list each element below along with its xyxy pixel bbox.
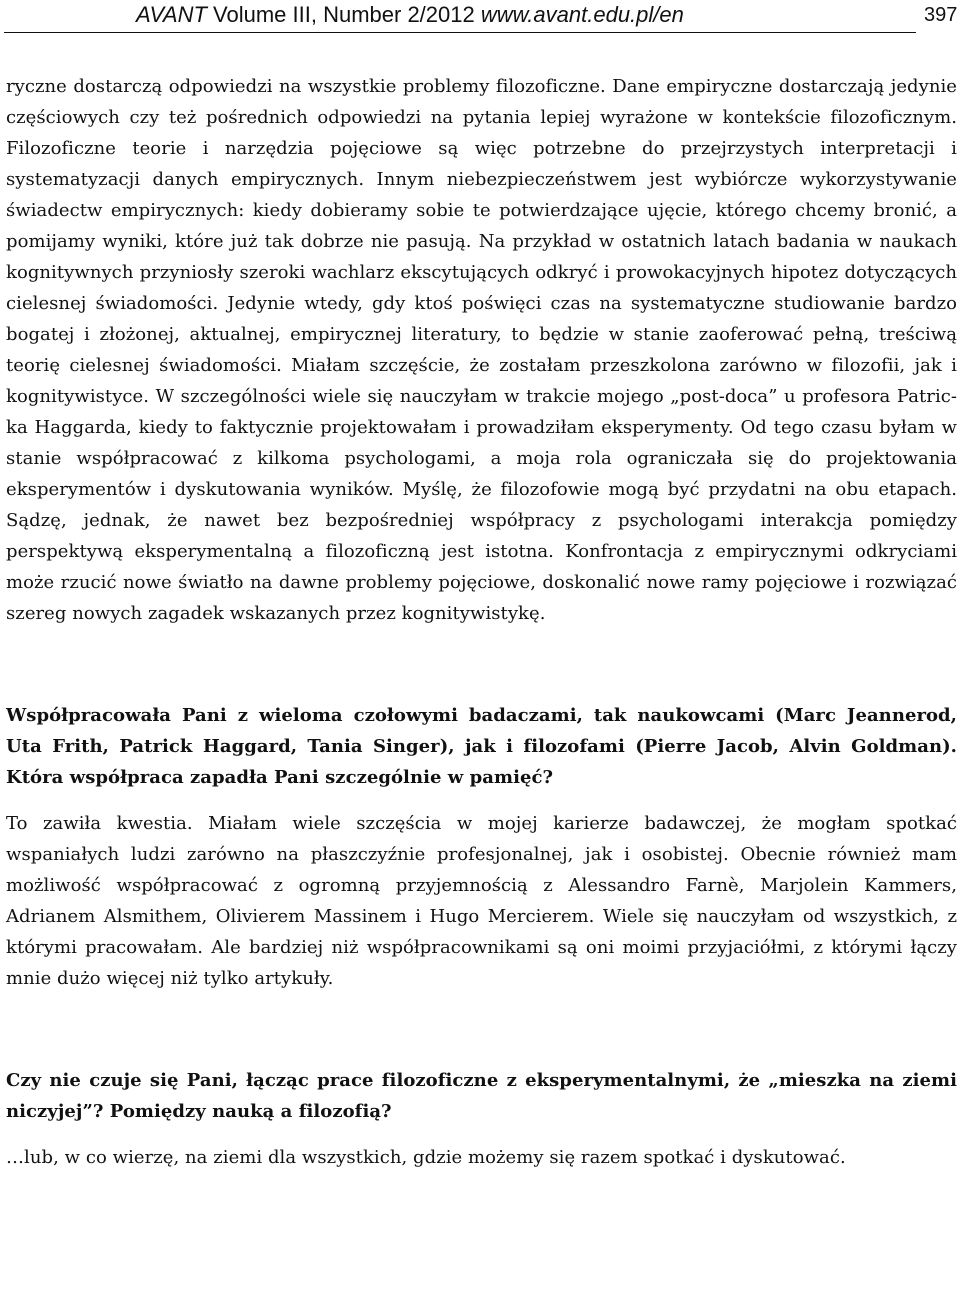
journal-volume: Volume III, Number 2/2012 [206,2,481,27]
running-header [0,0,960,36]
answer-paragraph: …lub, w co wierzę, na ziemi dla wszystkich, gdzie możemy się razem spotkać i dyskutować. [6,1147,846,1168]
section-gap [6,629,957,700]
question-gap [6,1127,957,1142]
question-gap [6,793,957,808]
interview-question: Współpracowała Pani z wieloma czołowymi badaczami, tak naukowcami (Marc Jeannerod, Uta Frith, Patrick Haggard, Tania Singer), jak i filozofami (Pierre Jacob, Alvin Goldman). Która współpraca zapadła Pani szczególnie w pamięć? [6,705,957,788]
section-gap [6,994,957,1065]
journal-title [136,2,684,28]
journal-name: AVANT [136,2,207,27]
page-number: 397 [924,4,958,26]
article-body [6,71,957,1173]
answer-paragraph: ryczne dostarczą odpowiedzi na wszystkie problemy filozoficzne. Dane empiryczne dostarczają jedynie częściowych czy też pośrednich odpowiedzi na pytania lepiej wyrażone w kontekście filozoficznym. Filozoficzne teorie i narzędzia pojęciowe są więc potrzebne do przejrzystych interpretacji i systematyzacji danych empirycznych. Innym niebezpieczeństwem jest wybiórcze wykorzystywanie świadectw empirycznych: kiedy dobieramy sobie te potwierdzające ujęcie, którego chcemy bronić, a pomijamy wyniki, które już tak dobrze nie pasują. Na przykład w ostatnich latach badania w naukach kognitywnych przyniosły szeroki wachlarz ekscytujących odkryć i prowokacyjnych hipotez dotyczących cielesnej świadomości. Jedynie wtedy, gdy ktoś poświęci czas na systematyczne studiowanie bardzo bogatej i złożonej, aktualnej, empirycznej literatury, to będzie w stanie zaoferować pełną, treściwą teorię cielesnej świadomości. Miałam szczęście, że zostałam przeszkolona zarówno w filozofii, jak i kognitywistyce. W szczególności wiele się nauczyłam w trakcie mojego „post-doca” u profesora Patricka Haggarda, kiedy to faktycznie projektowałam i prowadziłam eksperymenty. Od tego czasu byłam w stanie współpracować z kilkoma psychologami, a moja rola ograniczała się do projektowania eksperymentów i dyskutowania wyników. Myślę, że filozofowie mogą być przydatni na obu etapach. Sądzę, jednak, że nawet bez bezpośredniej współpracy z psychologami interakcja pomiędzy perspektywą eksperymentalną a filozoficzną jest istotna. Konfrontacja z empirycznymi odkryciami może rzucić nowe światło na dawne problemy pojęciowe, doskonalić nowe ramy pojęciowe i rozwiązać szereg nowych zagadek wskazanych przez kognitywistykę. [6,76,957,624]
interview-question: Czy nie czuje się Pani, łącząc prace filozoficzne z eksperymentalnymi, że „mieszka na ziemi niczyjej”? Pomiędzy nauką a filozofią? [6,1070,957,1122]
journal-website: www.avant.edu.pl/en [480,2,684,27]
header-rule [4,32,916,33]
answer-paragraph: To zawiła kwestia. Miałam wiele szczęścia w mojej karierze badawczej, że mogłam spotkać wspaniałych ludzi zarówno na płaszczyźnie profesjonalnej, jak i osobistej. Obecnie również mam możliwość współpracować z ogromną przyjemnością z Alessandro Farnè, Marjolein Kammers, Adrianem Alsmithem, Olivierem Massinem i Hugo Mercierem. Wiele się nauczyłam od wszystkich, z którymi pracowałam. Ale bardziej niż współpracownikami są oni moimi przyjaciółmi, z którymi łączy mnie dużo więcej niż tylko artykuły. [6,813,957,989]
